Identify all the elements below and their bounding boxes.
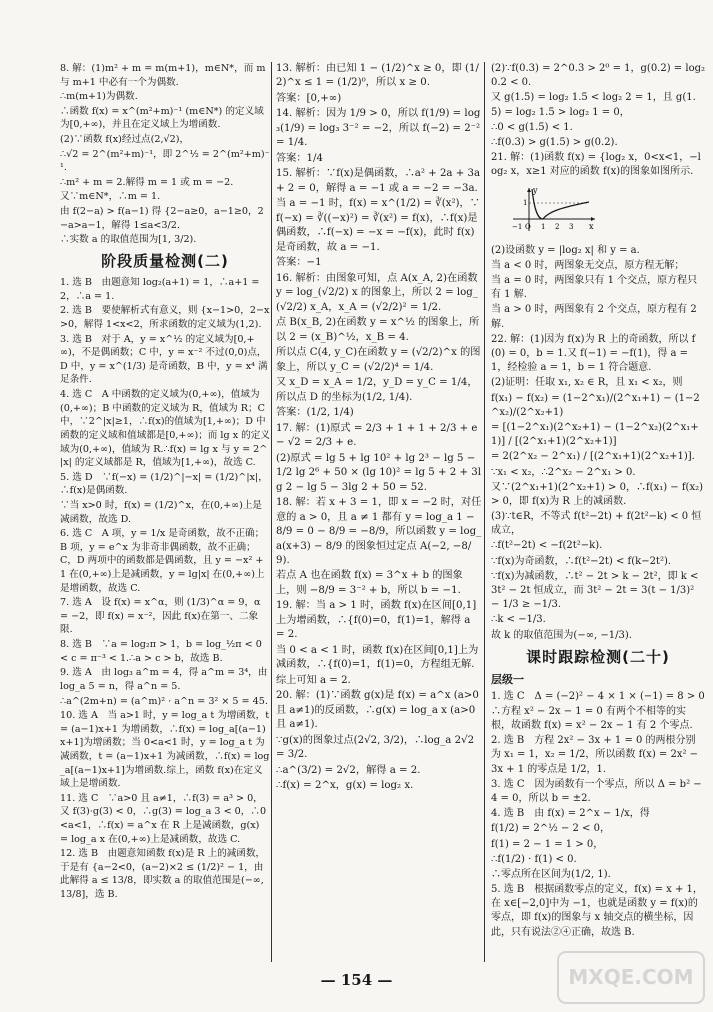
solution-paragraph: ∴√2 = 2^(m²+m)⁻¹，即 2^½ = 2^(m²+m)⁻¹.	[60, 148, 270, 174]
solution-paragraph: (2)设函数 y = |log₂ x| 和 y = a.	[491, 244, 640, 256]
solution-paragraph: ∵f(x)为减函数，∴t² − 2t > k − 2t²，即 k < 3t² − 2t 恒成立，而 3t² − 2t = 3(t − 1/3)² − 1/3 ≥ −1/3.	[491, 570, 699, 611]
page-number: — 154 —	[320, 971, 393, 989]
solution-paragraph: 当 a = −1 时，f(x) = x^(1/2) = ∛(x²)，∵f(−x) = ∛((−x)²) = ∛(x²) = f(x)，∴f(x)是偶函数，∴f(−x) = −x = −f(x)，此时 f(x)是奇函数，故 a = −1.	[276, 198, 480, 253]
solution-paragraph: ∵当 x>0 时，f(x) = (1/2)^x，在(0,+∞)上是减函数，故选 D.	[60, 499, 263, 525]
y-tick-label: 1	[523, 198, 528, 207]
solution-paragraph: ∴方程 x² − 2x − 1 = 0 有两个不相等的实根，故函数 f(x) = x² − 2x − 1 有 2 个零点.	[491, 705, 693, 732]
solution-paragraph: 又∵m∈N*，∴m = 1.	[60, 191, 161, 203]
solution-paragraph: 故 k 的取值范围为(−∞, −1/3).	[491, 629, 632, 641]
solution-paragraph: ∵g(x)的图象过点(2√2, 3/2)，∴log_a 2√2 = 3/2.	[276, 734, 475, 761]
solution-paragraph: 10. 选 A 当 a>1 时，y = log_a t 为增函数，t = (a−1)x+1 为增函数，∴f(x) = log_a[(a−1)x+1]为增函数；当 0<a<1 时，y = log_a t 为减函数，t = (a−1)x+1 为减函数，∴f(x) = log_a[(a−1)x+1]为增函数.综上，函数 f(x)在定义域上是增函数.	[60, 710, 270, 790]
solution-paragraph: (3)∵t∈R，不等式 f(t²−2t) + f(2t²−k) < 0 恒成立，	[491, 511, 702, 537]
section-title-class-test-20: 课时跟踪检测(二十)	[526, 647, 670, 666]
solution-paragraph: 13. 解析：由已知 1 − (1/2)^x ≥ 0，即 (1/2)^x ≤ 1 = (1/2)⁰，所以 x ≥ 0.	[276, 63, 479, 89]
x-tick-3: 3	[569, 222, 574, 231]
solution-paragraph: 21. 解：(1)函数 f(x) = {log₂ x，0<x<1，−log₂ x，x≥1 对应的函数 f(x)的图象如图所示.	[491, 152, 701, 178]
solution-paragraph: 2. 选 B 方程 2x² − 3x + 1 = 0 的两根分别为 x₁ = 1，x₂ = 1/2，所以函数 f(x) = 2x² − 3x + 1 的零点是 1/2，1.	[491, 735, 699, 775]
solution-paragraph: 答案：1/4	[276, 152, 323, 164]
x-axis-label: x	[589, 221, 594, 231]
col1-solutions-a	[60, 62, 270, 247]
solution-paragraph: ∴函数 f(x) = x^(m²+m)⁻¹ (m∈N*) 的定义域为[0,+∞)，并且在定义域上为增函数.	[60, 105, 264, 131]
solution-paragraph: 综上可知 a = 2.	[276, 674, 351, 686]
level-heading: 层级一	[491, 673, 524, 687]
section-title-stage-test-2: 阶段质量检测(二)	[101, 251, 229, 270]
solution-paragraph: 8. 选 B ∵a = log₂π > 1，b = log_½π < 0 < c = π⁻³ < 1.∴a > c > b，故选 B.	[60, 639, 262, 664]
solution-paragraph: ∴0 < g(1.5) < 1.	[491, 121, 573, 133]
solution-paragraph: 点 B(x_B, 2)在函数 y = x^½ 的图象上，所以 2 = (x_B)^½，x_B = 4.	[276, 317, 480, 343]
solution-paragraph: ∴a^(3/2) = 2√2，解得 a = 2.	[276, 764, 421, 776]
solution-paragraph: f(1) = 2 − 1 = 1 > 0，	[491, 838, 604, 850]
col1-solutions-b	[60, 276, 270, 901]
solution-paragraph: 当 a < 0 时，两图象无交点，原方程无解；	[491, 259, 685, 271]
solution-paragraph: 9. 选 A 由 log₃ a^m = 4，得 a^m = 3⁴，由 log_a 5 = n，得 a^n = 5.	[60, 667, 268, 692]
solution-paragraph: 当 0 < a < 1 时，函数 f(x)在区间[0,1]上为减函数，∴{f(0)=1，f(1)=0，方程组无解.	[276, 644, 479, 671]
solution-paragraph: 1. 选 C Δ = (−2)² − 4 × 1 × (−1) = 8 > 0	[491, 690, 705, 702]
x-axis-arrow-icon	[591, 217, 595, 221]
x-tick-2: 2	[555, 222, 560, 231]
solution-paragraph: ∴m² + m = 2.解得 m = 1 或 m = −2.	[60, 176, 234, 188]
answer-column-1	[60, 62, 270, 903]
solution-paragraph: 答案：−1	[276, 257, 322, 269]
solution-paragraph: 2. 选 B 要使解析式有意义，则 {x−1>0，2−x>0，解得 1<x<2，所求函数的定义域为(1,2).	[60, 305, 270, 331]
solution-paragraph: f(1/2) = 2^½ − 2 < 0，	[491, 823, 610, 835]
solution-paragraph: 又 g(1.5) = log₂ 1.5 < log₂ 2 = 1，且 g(1.5) = log₂ 1.5 > log₂ 1 = 0，	[491, 92, 696, 118]
col3-solutions-a	[491, 62, 705, 180]
col3-solutions-b	[491, 244, 705, 643]
solution-paragraph: (2)∵函数 f(x)经过点(2,√2)，	[60, 134, 190, 146]
solution-paragraph: 答案：(1/2, 1/4)	[276, 407, 354, 419]
solution-paragraph: 19. 解：当 a > 1 时，函数 f(x)在区间[0,1]上为增函数，∴{f(0)=0，f(1)=1，解得 a = 2.	[276, 600, 477, 641]
watermark-logo	[556, 950, 706, 1005]
x-tick-1: 1	[541, 222, 546, 231]
curve-abs-log2	[532, 189, 589, 219]
solution-paragraph: 又∵(2^x₁+1)(2^x₂+1) > 0，∴f(x₁) − f(x₂) > 0，即 f(x)为 R 上的减函数.	[491, 481, 704, 507]
column-divider-left	[271, 62, 272, 962]
solution-paragraph: 11. 选 C ∵a>0 且 a≠1，∴f(3) = a³ > 0，又 f(3)·g(3) < 0，∴g(3) = log_a 3 < 0，∴0<a<1，∴f(x) = a^x 在 R 上是减函数，g(x) = log_a x 在(0,+∞)上是减函数，故选 C.	[60, 792, 267, 845]
solution-paragraph: (2)∵f(0.3) = 2^0.3 > 2⁰ = 1，g(0.2) = log₂ 0.2 < 0.	[491, 63, 705, 89]
solution-paragraph: 16. 解析：由图象可知，点 A(x_A, 2)在函数 y = log_(√2/2) x 的图象上，所以 2 = log_(√2/2) x_A，x_A = (√2/2)² = 1/2.	[276, 272, 478, 313]
col2-solutions	[276, 62, 482, 794]
solution-paragraph: 当 a = 0 时，两图象只有 1 个交点，原方程只有 1 解.	[491, 275, 698, 301]
solution-paragraph: 答案：[0,+∞)	[276, 92, 342, 104]
solution-paragraph: = [(1−2^x₁)(2^x₂+1) − (1−2^x₂)(2^x₁+1)] / [(2^x₁+1)(2^x₂+1)]	[491, 421, 699, 448]
solution-paragraph: ∵f(x)为奇函数，∴f(t²−2t) < f(k−2t²).	[491, 555, 672, 567]
solution-paragraph: ∴k < −1/3.	[491, 614, 546, 626]
column-divider-right	[484, 62, 485, 962]
solution-paragraph: ∴实数 a 的取值范围为[1, 3/2).	[60, 234, 197, 246]
solution-paragraph: (2)证明：任取 x₁, x₂ ∈ R，且 x₁ < x₂，则	[491, 377, 683, 389]
solution-paragraph: 18. 解：若 x + 3 = 1，即 x = −2 时，对任意的 a > 0，且 a ≠ 1 都有 y = log_a 1 − 8/9 = 0 − 8/9 = −8/9，所以函数 y = log_a(x+3) − 8/9 的图象恒过定点 A(−2, −8/9).	[276, 497, 482, 566]
solution-paragraph: 由 f(2−a) > f(a−1) 得 {2−a≥0，a−1≥0，2−a>a−1，解得 1≤a<3/2.	[60, 206, 264, 231]
solution-paragraph: = 2(2^x₂ − 2^x₁) / [(2^x₁+1)(2^x₂+1)].	[491, 451, 695, 463]
solution-paragraph: 所以点 C(4, y_C)在函数 y = (√2/2)^x 的图象上，所以 y_C = (√2/2)⁴ = 1/4.	[276, 347, 481, 373]
solution-paragraph: ∴a^(2m+n) = (a^m)² · a^n = 3² × 5 = 45.	[60, 695, 268, 707]
solution-paragraph: 17. 解：(1)原式 = 2/3 + 1 + 1 + 2/3 + e − √2 = 2/3 + e.	[276, 422, 478, 449]
solution-paragraph: 3. 选 B 对于 A，y = x^½ 的定义域为[0,+∞)，不是偶函数；C 中，y = x⁻² 不过(0,0)点，D 中，y = x^(1/3) 是奇函数，B 中，y = x⁴ 满足条件.	[60, 333, 268, 386]
solution-paragraph: 当 a > 0 时，两图象有 2 个交点，原方程有 2 解.	[491, 304, 697, 330]
solution-paragraph: 5. 选 B 根据函数零点的定义，f(x) = x + 1，在 x∈[−2,0]中为 −1，也就是函数 y = f(x)的零点，即 f(x)的图象与 x 轴交点的横坐标，因此，只有说法②④正确，故选 B.	[491, 884, 703, 938]
solution-paragraph: ∴f(x) = 2^x，g(x) = log₂ x.	[276, 780, 414, 792]
y-axis-label: y	[533, 185, 538, 195]
solution-paragraph: 1. 选 B 由题意知 log₂(a+1) = 1，∴a+1 = 2，∴a = 1.	[60, 277, 260, 302]
solution-paragraph: 20. 解：(1)∵函数 g(x)是 f(x) = a^x (a>0 且 a≠1)的反函数，∴g(x) = log_a x (a>0 且 a≠1).	[276, 690, 479, 731]
solution-paragraph: 4. 选 B 由 f(x) = 2^x − 1/x，得	[491, 808, 650, 820]
log-abs-graph	[509, 185, 599, 235]
solution-paragraph: ∴f(t²−2t) < −f(2t²−k).	[491, 540, 603, 552]
solution-paragraph: 若点 A 也在函数 f(x) = 3^x + b 的图象上，则 −8/9 = 3⁻² + b，所以 b = −1.	[276, 570, 463, 596]
solution-paragraph: 12. 选 B 由题意知函数 f(x)是 R 上的减函数，于是有 {a−2<0，(a−2)×2 ≤ (1/2)² − 1，由此解得 a ≤ 13/8，即实数 a 的取值范围是(−∞, 13/8]，选 B.	[60, 848, 266, 901]
solution-paragraph: ∵x₁ < x₂，∴2^x₂ − 2^x₁ > 0.	[491, 466, 636, 478]
solution-paragraph: 又 x_D = x_A = 1/2，y_D = y_C = 1/4，所以点 D 的坐标为(1/2, 1/4).	[276, 377, 478, 403]
origin-label: O	[525, 222, 531, 231]
solution-paragraph: 8. 解：(1)m² + m = m(m+1)，m∈N*，而 m 与 m+1 中必有一个为偶数.	[60, 63, 266, 88]
solution-paragraph: (2)原式 = lg 5 + lg 10² + lg 2³ − lg 5 − 1/2 lg 2⁶ + 50 × (lg 10)² = lg 5 + 2 + 3lg 2 − lg 5 − 3lg 2 + 50 = 52.	[276, 452, 481, 493]
solution-paragraph: 3. 选 C 因为函数有一个零点，所以 Δ = b² − 4 = 0，所以 b = ±2.	[491, 778, 702, 804]
solution-paragraph: 5. 选 D ∵f(−x) = (1/2)^|−x| = (1/2)^|x|，∴f(x)是偶函数.	[60, 471, 268, 497]
solution-paragraph: ∴零点所在区间为(1/2, 1).	[491, 868, 611, 880]
solution-paragraph: ∴f(1/2) · f(1) < 0.	[491, 853, 577, 865]
solution-paragraph: 22. 解：(1)因为 f(x)为 R 上的奇函数，所以 f(0) = 0，b = 1.又 f(−1) = −f(1)，得 a = 1，经检验 a = 1，b = 1 符合题意.	[491, 333, 696, 374]
solution-paragraph: ∴m(m+1)为偶数.	[60, 91, 138, 103]
answer-column-2	[276, 62, 482, 795]
x-tick-neg1: −1	[512, 222, 523, 231]
col3-solutions-c	[491, 690, 705, 940]
solution-paragraph: 7. 选 A 设 f(x) = x^α，则 (1/3)^α = 9，α = −2，即 f(x) = x⁻²，因此 f(x)在第一、二象限.	[60, 597, 261, 636]
solution-paragraph: 4. 选 C A 中函数的定义域为(0,+∞)，值域为(0,+∞)；B 中函数的定义域为 R，值域为 R；C 中，∵2^|x|≥1，∴f(x)的值域为[1,+∞)；D 中函数的定义域和值域都是[0,+∞)；而 lg x 的定义域为(0,+∞)，值域为 R.∴f(x) = lg x 与 y = 2^|x| 的定义域都是 R，值域为[1,+∞)，故选 C.	[60, 389, 270, 469]
solution-paragraph: 6. 选 C A 项，y = 1/x 是奇函数，故不正确；B 项，y = e^x 为非奇非偶函数，故不正确；C，D 两项中的函数都是偶函数，且 y = −x² + 1 在(0,+∞)上是减函数，y = lg|x| 在(0,+∞)上是增函数，故选 C.	[60, 528, 265, 594]
answer-column-3	[491, 62, 705, 941]
solution-paragraph: 15. 解析：∵f(x)是偶函数，∴a² + 2a + 3a + 2 = 0，解得 a = −1 或 a = −2 = −3a.	[276, 168, 481, 194]
svg-text:MXQE.COM: MXQE.COM	[568, 965, 694, 989]
y-axis-arrow-icon	[527, 188, 531, 192]
solution-paragraph: ∴f(0.3) > g(1.5) > g(0.2).	[491, 136, 618, 148]
solution-paragraph: f(x₁) − f(x₂) = (1−2^x₁)/(2^x₁+1) − (1−2^x₂)/(2^x₂+1)	[491, 392, 700, 418]
solution-paragraph: 14. 解析：因为 1/9 > 0，所以 f(1/9) = log₃(1/9) = log₃ 3⁻² = −2，所以 f(−2) = 2⁻² = 1/4.	[276, 108, 481, 149]
